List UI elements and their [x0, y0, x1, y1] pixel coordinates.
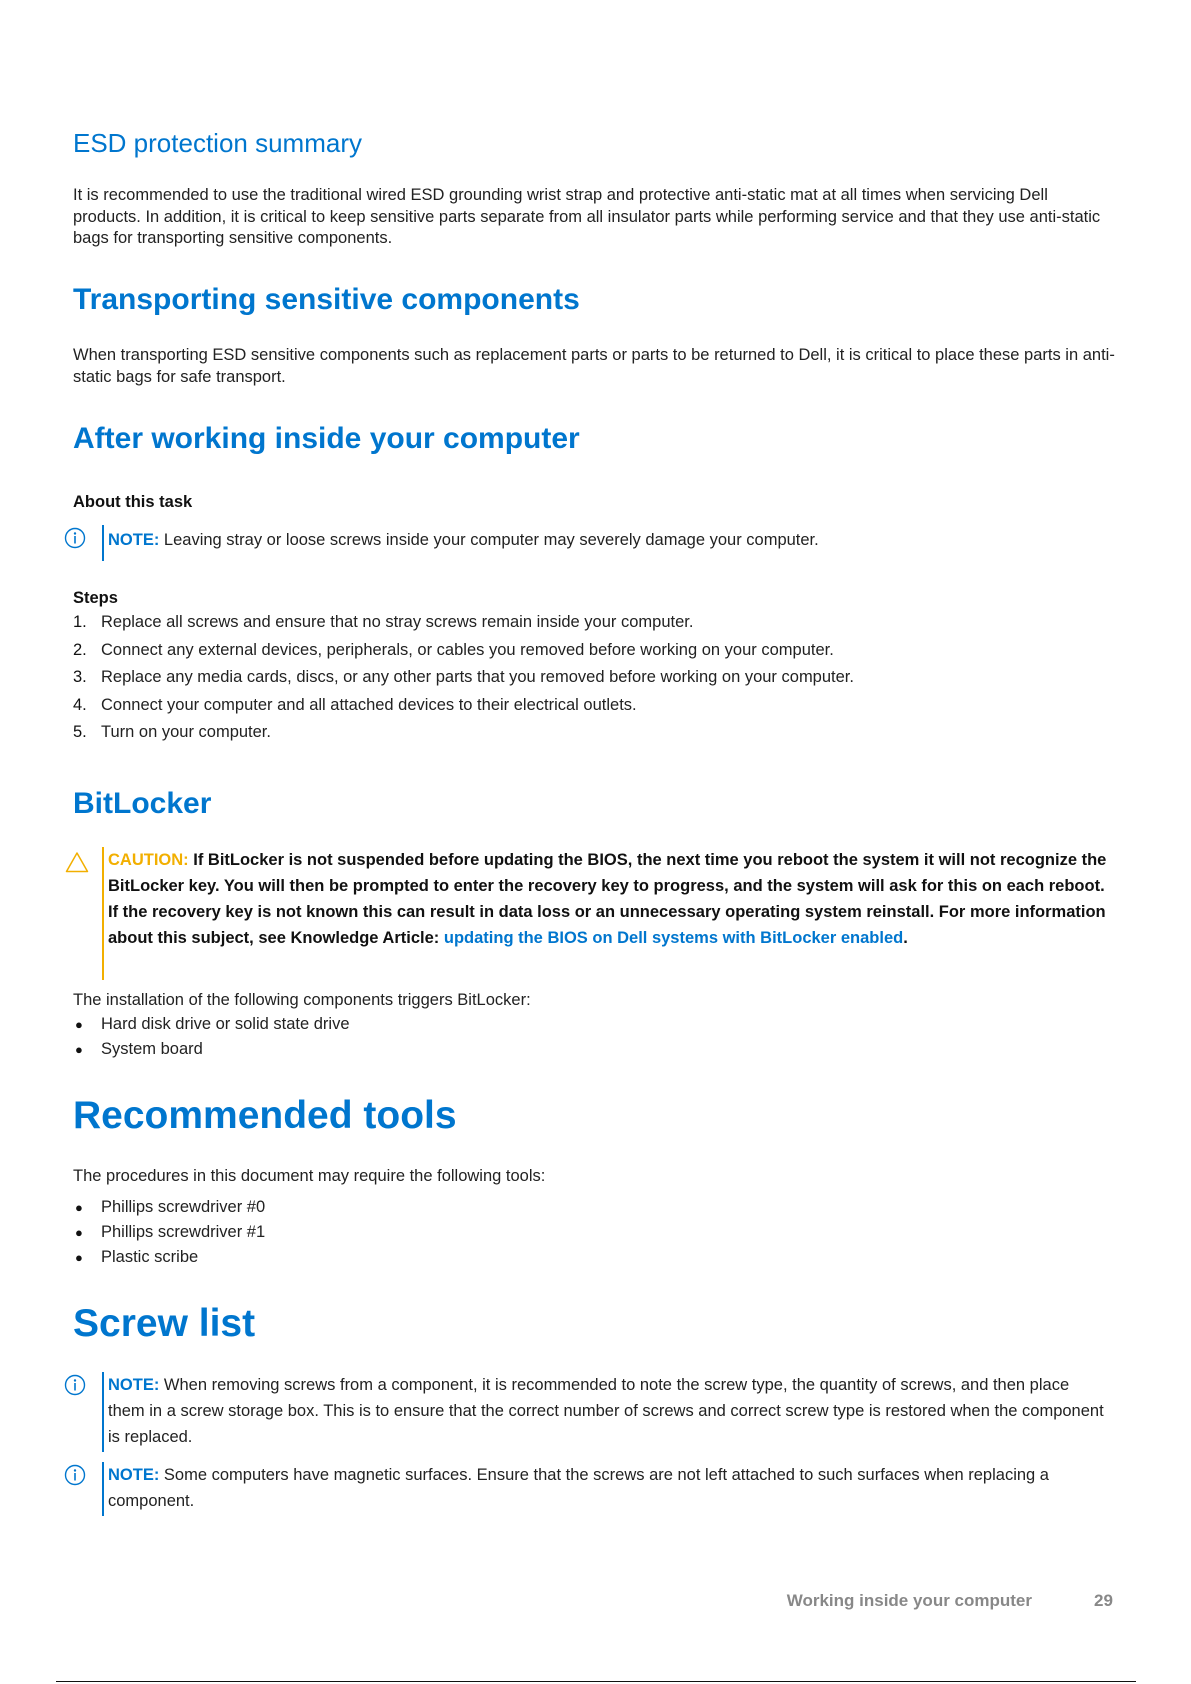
footer-divider — [56, 1681, 1136, 1682]
tools-list — [73, 1195, 1118, 1270]
caution-bar — [102, 847, 104, 980]
step-number: 3. — [73, 668, 87, 686]
list-item — [73, 637, 1118, 665]
after-working-heading: After working inside your computer — [73, 422, 580, 455]
about-task-label: About this task — [73, 493, 193, 511]
note-text — [108, 1372, 1108, 1450]
step-number: 5. — [73, 723, 87, 741]
bitlocker-caution — [73, 847, 1118, 980]
note-magnetic-surfaces — [73, 1462, 1118, 1516]
note-bar — [102, 1462, 104, 1516]
note-text — [108, 527, 1108, 553]
step-text: Connect your computer and all attached devices to their electrical outlets. — [101, 695, 637, 714]
info-icon — [64, 1464, 86, 1486]
list-item-text: Hard disk drive or solid state drive — [101, 1015, 350, 1033]
step-number: 4. — [73, 695, 87, 714]
caution-label: CAUTION: — [108, 851, 189, 869]
footer-section-title: Working inside your computer — [786, 1591, 1032, 1610]
warning-icon — [64, 851, 90, 873]
bitlocker-intro: The installation of the following components triggers BitLocker: — [73, 991, 531, 1009]
page-number: 29 — [1094, 1591, 1113, 1610]
info-icon — [64, 527, 86, 549]
transporting-heading: Transporting sensitive components — [73, 283, 580, 316]
list-item — [73, 1012, 1118, 1037]
note-stray-screws — [73, 525, 1118, 561]
steps-label: Steps — [73, 589, 118, 607]
screw-list-heading: Screw list — [73, 1302, 256, 1345]
caution-end: . — [903, 929, 908, 947]
step-number: 1. — [73, 613, 87, 631]
step-text: Replace all screws and ensure that no stray screws remain inside your computer. — [101, 613, 694, 631]
note-label: NOTE: — [108, 1376, 160, 1394]
note-screw-storage — [73, 1372, 1118, 1452]
list-item — [73, 1245, 1118, 1270]
bullet: ● — [75, 1042, 83, 1057]
tools-intro: The procedures in this document may require the following tools: — [73, 1167, 546, 1185]
caution-text — [108, 847, 1108, 951]
note-text — [108, 1462, 1108, 1514]
step-number: 2. — [73, 640, 87, 659]
note-body: Leaving stray or loose screws inside your computer may severely damage your computer. — [159, 531, 819, 549]
note-body: When removing screws from a component, it is recommended to note the screw type, the quantity of screws, and then place them in a screw storage box. This is to ensure that the correct number of screws and correct screw type is restored when the component is replaced. — [108, 1376, 1104, 1446]
transporting-body: When transporting ESD sensitive components such as replacement parts or parts to be returned to Dell, it is critical to place these parts in anti-static bags for safe transport. — [73, 346, 1115, 386]
note-bar — [102, 1372, 104, 1452]
list-item-text: Phillips screwdriver #0 — [101, 1198, 266, 1216]
bitlocker-components-list — [73, 1012, 1118, 1062]
list-item — [73, 692, 1118, 720]
list-item — [73, 664, 1118, 692]
list-item — [73, 1037, 1118, 1062]
esd-summary-body: It is recommended to use the traditional wired ESD grounding wrist strap and protective anti-static mat at all times when servicing Dell products. In addition, it is critical to keep sensitive parts separate from all insulator parts while performing service and that they use anti-static bags for transporting sensitive components. — [73, 186, 1101, 247]
caution-body: If BitLocker is not suspended before updating the BIOS, the next time you reboot the system it will not recognize the BitLocker key. You will then be prompted to enter the recovery key to progress, and the system will ask for this on each reboot. If the recovery key is not known this can result in data loss or an unnecessary operating system reinstall. For more information about this subject, see Knowledge Article: — [108, 851, 1107, 947]
bitlocker-heading: BitLocker — [73, 787, 212, 820]
list-item — [73, 719, 1118, 747]
list-item — [73, 1195, 1118, 1220]
bullet: ● — [75, 1200, 83, 1215]
step-text: Replace any media cards, discs, or any other parts that you removed before working on your computer. — [101, 668, 854, 686]
kb-article-link[interactable]: updating the BIOS on Dell systems with BitLocker enabled — [443, 929, 904, 947]
list-item-text: System board — [101, 1040, 203, 1058]
steps-list — [73, 609, 1118, 747]
bullet: ● — [75, 1225, 83, 1240]
bullet: ● — [75, 1250, 83, 1265]
bullet: ● — [75, 1017, 83, 1032]
list-item — [73, 1220, 1118, 1245]
info-icon — [64, 1374, 86, 1396]
list-item-text: Phillips screwdriver #1 — [101, 1223, 266, 1241]
list-item-text: Plastic scribe — [101, 1248, 199, 1266]
note-label: NOTE: — [108, 1466, 160, 1484]
step-text: Turn on your computer. — [101, 723, 271, 741]
note-body: Some computers have magnetic surfaces. Ensure that the screws are not left attached to such surfaces when replacing a component. — [108, 1466, 1049, 1510]
esd-summary-heading: ESD protection summary — [73, 128, 362, 158]
recommended-tools-heading: Recommended tools — [73, 1094, 457, 1137]
note-label: NOTE: — [108, 531, 160, 549]
note-bar — [102, 525, 104, 561]
step-text: Connect any external devices, peripherals, or cables you removed before working on your computer. — [101, 640, 834, 659]
list-item — [73, 609, 1118, 637]
